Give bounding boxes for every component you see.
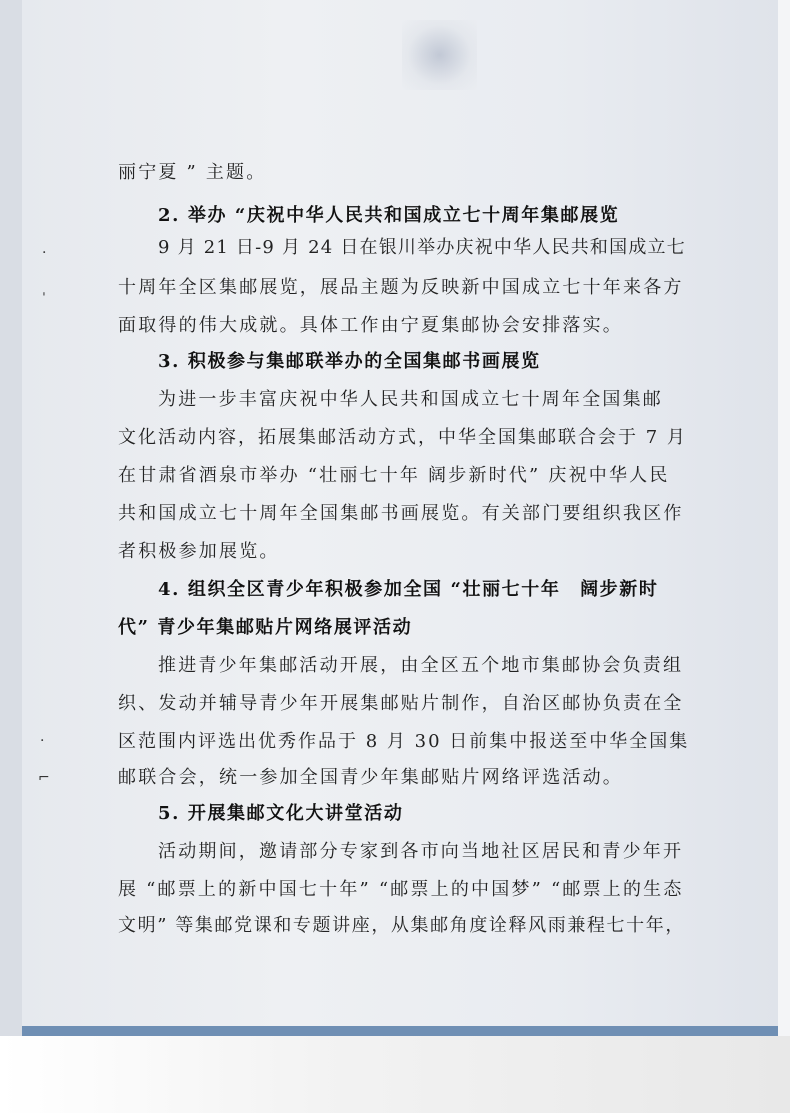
paragraph-line: 织、发动并辅导青少年开展集邮贴片制作，自治区邮协负责在全 [118,693,684,714]
paragraph-line: 共和国成立七十周年全国集邮书画展览。有关部门要组织我区作 [118,503,684,524]
section-heading: 3. 积极参与集邮联举办的全国集邮书画展览 [158,351,541,372]
paragraph-line: 在甘肃省酒泉市举办 “壮丽七十年 阔步新时代” 庆祝中华人民 [118,465,670,486]
paragraph-line: 区范围内评选出优秀作品于 8 月 30 日前集中报送至中华全国集 [118,731,690,752]
paragraph-line: 十周年全区集邮展览，展品主题为反映新中国成立七十年来各方 [118,277,684,298]
scan-smudge [402,20,477,90]
paragraph-line: 推进青少年集邮活动开展，由全区五个地市集邮协会负责组 [158,655,684,676]
paragraph-line: 文化活动内容，拓展集邮活动方式，中华全国集邮联合会于 7 月 [118,427,687,448]
paragraph-line: 为进一步丰富庆祝中华人民共和国成立七十周年全国集邮 [158,389,663,410]
paragraph-line: 展 “邮票上的新中国七十年” “邮票上的中国梦” “邮票上的生态 [118,879,684,900]
paragraph-line: 9 月 21 日-9 月 24 日在银川举办庆祝中华人民共和国成立七 [158,237,686,258]
section-heading: 5. 开展集邮文化大讲堂活动 [158,803,404,824]
paragraph-line: 邮联合会，统一参加全国青少年集邮贴片网络评选活动。 [118,767,623,788]
paragraph-line: 者积极参加展览。 [118,541,280,562]
section-heading: 代” 青少年集邮贴片网络展评活动 [118,617,413,638]
paragraph-line: 丽宁夏 ” 主题。 [118,162,267,183]
section-heading: 4. 组织全区青少年积极参加全国 “壮丽七十年 阔步新时 [158,579,659,600]
scan-mark: · [40,733,45,749]
page-right-edge [778,0,790,1036]
paragraph-line: 活动期间，邀请部分专家到各市向当地社区居民和青少年开 [158,841,684,862]
scan-mark: ⌐ [38,770,50,786]
section-heading: 2. 举办 “庆祝中华人民共和国成立七十周年集邮展览 [158,205,620,226]
paragraph-line: 面取得的伟大成就。具体工作由宁夏集邮协会安排落实。 [118,315,623,336]
scan-background [0,1036,790,1113]
scan-mark: · [42,245,47,261]
page-bottom-band [22,1026,778,1036]
paragraph-line: 文明” 等集邮党课和专题讲座，从集邮角度诠释风雨兼程七十年， [118,915,685,936]
scan-mark: ˌ [42,282,46,298]
